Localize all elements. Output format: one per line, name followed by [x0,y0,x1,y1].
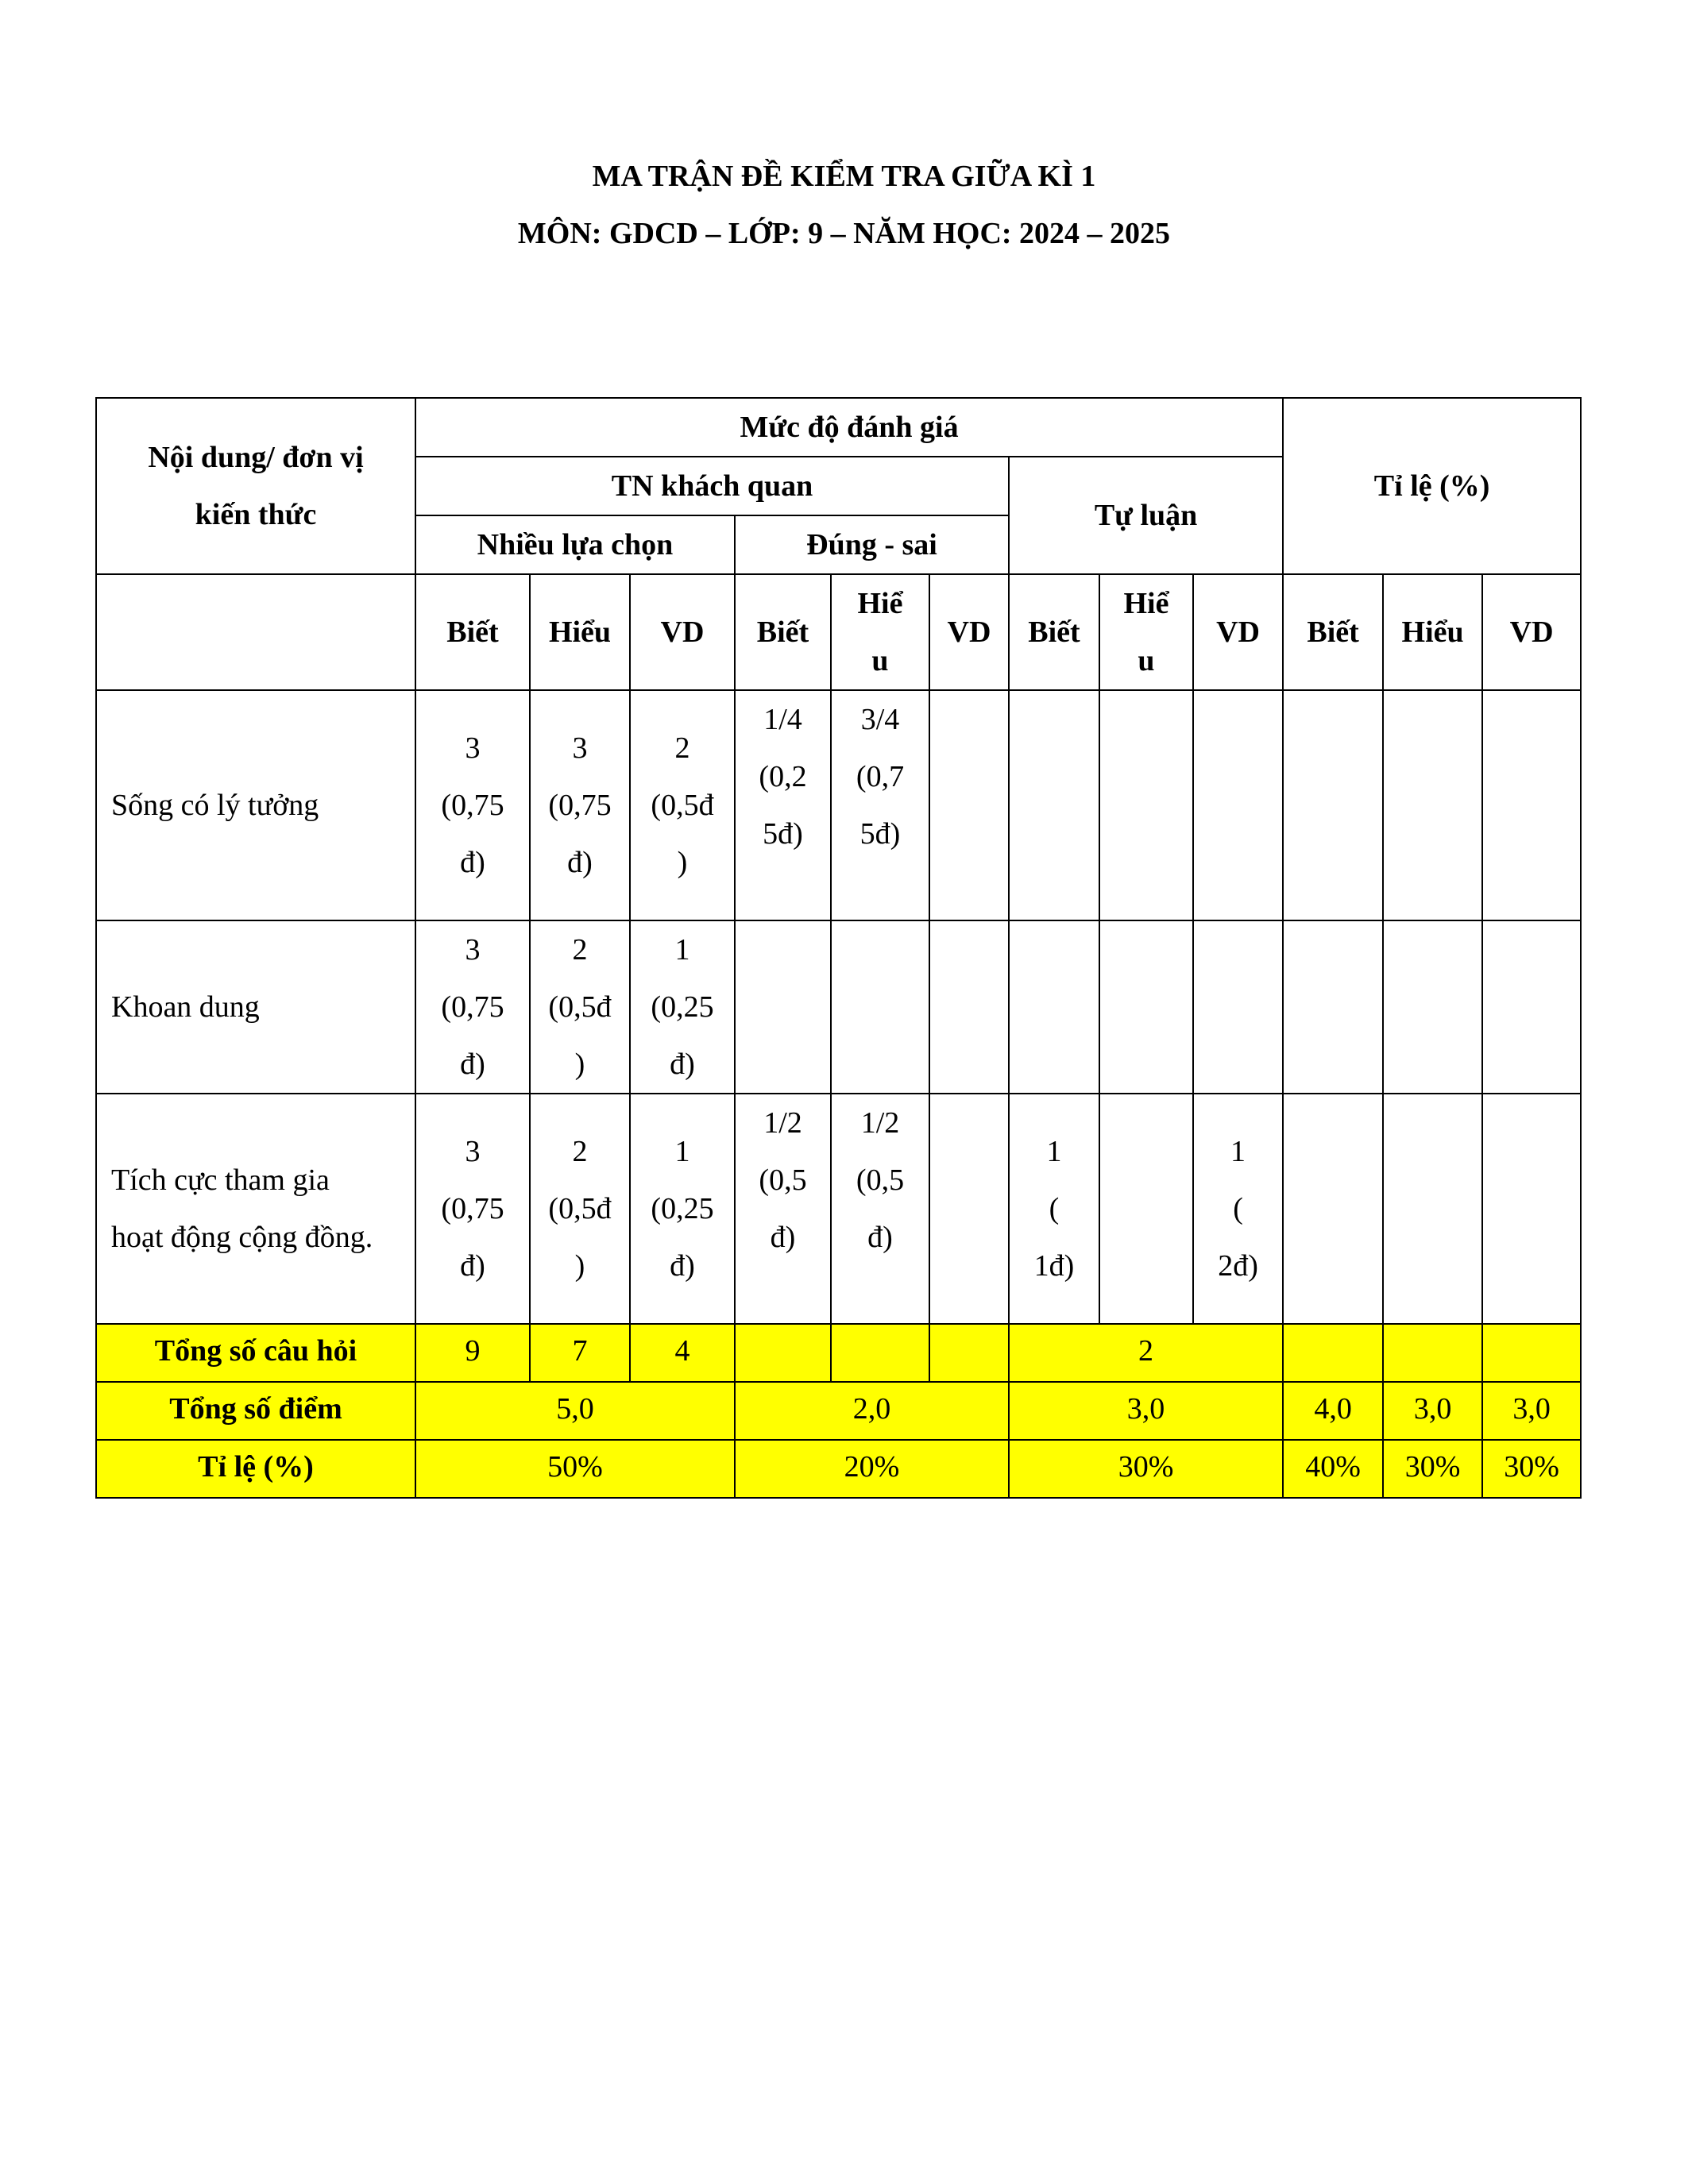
table-cell: 3 (0,75 đ) [415,920,530,1094]
total-questions-tf-understand [831,1324,929,1382]
table-cell: 3 (0,75 đ) [415,690,530,920]
total-questions-label: Tổng số câu hỏi [96,1324,415,1382]
level-essay-apply: VD [1193,574,1283,690]
total-points-tf: 2,0 [735,1382,1009,1440]
total-percent-tf: 20% [735,1440,1009,1498]
table-cell: 1/2 (0,5 đ) [735,1094,831,1324]
table-cell: 1 ( 2đ) [1193,1094,1283,1324]
table-cell [1482,920,1581,1094]
total-questions-tf-apply [929,1324,1009,1382]
table-cell [929,1094,1009,1324]
table-row [96,920,1581,1094]
table-cell [1482,690,1581,920]
table-cell [1383,690,1482,920]
table-cell [1283,690,1383,920]
table-row [96,690,1581,920]
table-cell [1383,1094,1482,1324]
level-ratio-apply: VD [1482,574,1581,690]
header-content-unit: Nội dung/ đơn vị kiến thức [96,398,415,574]
level-tf-understand: Hiể u [831,574,929,690]
table-cell: 1/2 (0,5 đ) [831,1094,929,1324]
table-cell: 2 (0,5đ ) [530,1094,630,1324]
assessment-matrix-table [95,397,1582,1499]
total-questions-mc-know: 9 [415,1324,530,1382]
level-row [96,574,1581,690]
level-mc-apply: VD [630,574,735,690]
document-subtitle: MÔN: GDCD – LỚP: 9 – NĂM HỌC: 2024 – 2025 [517,217,1171,250]
total-percent-ratio-understand: 30% [1383,1440,1482,1498]
header-true-false: Đúng - sai [735,515,1009,574]
total-percent-essay: 30% [1009,1440,1283,1498]
table-cell: 2 (0,5đ ) [630,690,735,920]
level-essay-know: Biết [1009,574,1099,690]
header-assessment-level: Mức độ đánh giá [415,398,1283,457]
table-cell: 3 (0,75 đ) [530,690,630,920]
table-cell: 1 (0,25 đ) [630,920,735,1094]
table-cell: 1 ( 1đ) [1009,1094,1099,1324]
total-questions-tf-know [735,1324,831,1382]
table-cell: 2 (0,5đ ) [530,920,630,1094]
row-topic: Khoan dung [96,920,415,1094]
header-multiple-choice: Nhiều lựa chọn [415,515,735,574]
total-percent-ratio-apply: 30% [1482,1440,1581,1498]
table-cell [929,920,1009,1094]
table-cell [1283,1094,1383,1324]
total-questions-mc-understand: 7 [530,1324,630,1382]
total-percent-mc: 50% [415,1440,735,1498]
header-objective: TN khách quan [415,457,1009,515]
level-mc-understand: Hiểu [530,574,630,690]
table-row [96,1094,1581,1324]
table-cell [1193,920,1283,1094]
row-topic: Sống có lý tưởng [96,690,415,920]
total-points-ratio-understand: 3,0 [1383,1382,1482,1440]
total-percent-row [96,1440,1581,1498]
table-cell [1283,920,1383,1094]
total-questions-mc-apply: 4 [630,1324,735,1382]
table-cell [1099,920,1193,1094]
table-cell [735,920,831,1094]
header-row-1 [96,398,1581,457]
total-questions-row [96,1324,1581,1382]
level-mc-know: Biết [415,574,530,690]
level-essay-understand: Hiể u [1099,574,1193,690]
level-tf-apply: VD [929,574,1009,690]
total-points-label: Tổng số điểm [96,1382,415,1440]
total-points-row [96,1382,1581,1440]
table-cell [1099,690,1193,920]
row-topic: Tích cực tham gia hoạt động cộng đồng. [96,1094,415,1324]
document-title: MA TRẬN ĐỀ KIỂM TRA GIỮA KÌ 1 [592,160,1096,193]
level-row-blank [96,574,415,690]
total-questions-essay: 2 [1009,1324,1283,1382]
level-tf-know: Biết [735,574,831,690]
total-points-essay: 3,0 [1009,1382,1283,1440]
table-cell [1383,920,1482,1094]
total-points-ratio-apply: 3,0 [1482,1382,1581,1440]
header-ratio: Tỉ lệ (%) [1283,398,1581,574]
total-points-ratio-know: 4,0 [1283,1382,1383,1440]
total-percent-ratio-know: 40% [1283,1440,1383,1498]
table-cell [1009,690,1099,920]
table-cell [1482,1094,1581,1324]
table-cell [1193,690,1283,920]
table-cell [831,920,929,1094]
total-percent-label: Tỉ lệ (%) [96,1440,415,1498]
table-cell [1099,1094,1193,1324]
total-questions-ratio-understand [1383,1324,1482,1382]
table-cell: 1/4 (0,2 5đ) [735,690,831,920]
level-ratio-know: Biết [1283,574,1383,690]
total-points-mc: 5,0 [415,1382,735,1440]
table-cell: 3 (0,75 đ) [415,1094,530,1324]
table-cell [1009,920,1099,1094]
header-essay: Tự luận [1009,457,1283,574]
total-questions-ratio-know [1283,1324,1383,1382]
table-cell: 1 (0,25 đ) [630,1094,735,1324]
table-cell: 3/4 (0,7 5đ) [831,690,929,920]
total-questions-ratio-apply [1482,1324,1581,1382]
level-ratio-understand: Hiểu [1383,574,1482,690]
table-cell [929,690,1009,920]
